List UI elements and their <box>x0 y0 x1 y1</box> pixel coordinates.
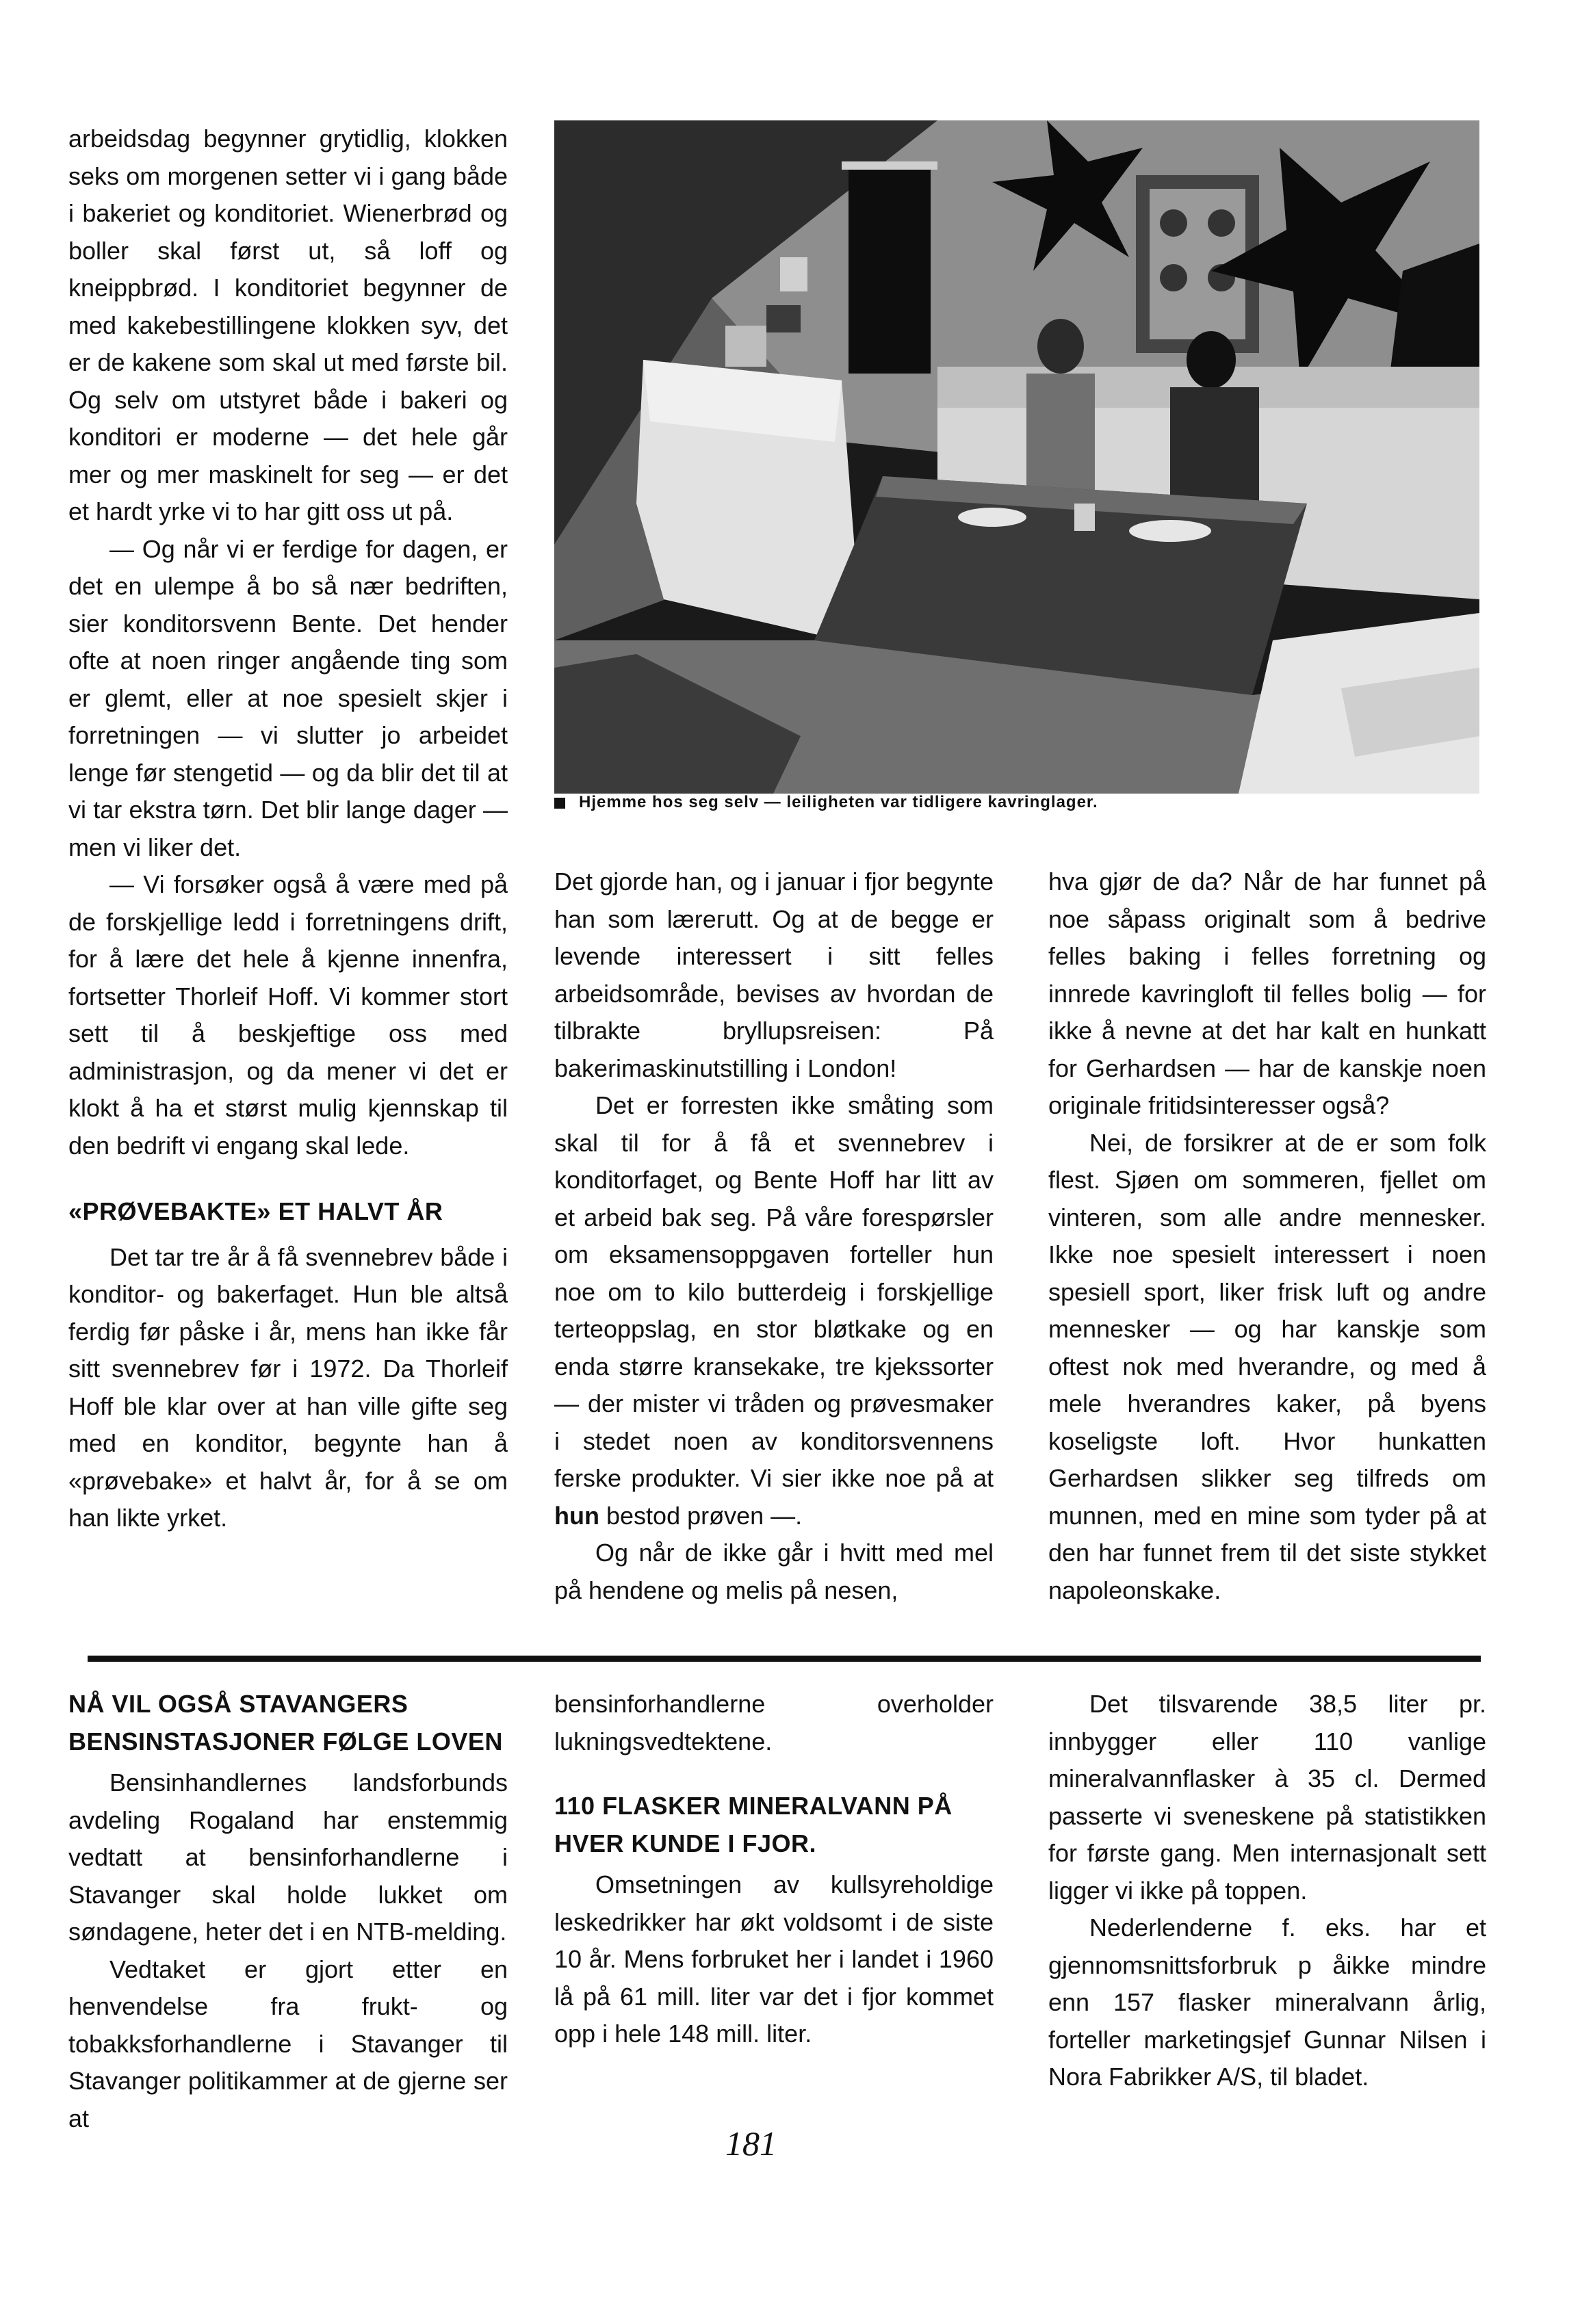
article-paragraph: — Og når vi er ferdige for dagen, er det en ulempe å bo så nær bedriften, sier konditorsvenn Bente. Det hender ofte at noen ringer angående ting som er glemt, eller at noe spesielt skjer i forretningen — vi slutter jo arbeidet lenge før stengetid — og da blir det til at vi tar ekstra tørn. Det blir lange dager — men vi liker det. <box>68 534 508 861</box>
news-paragraph: bensinforhandlerne overholder lukningsvedtektene. <box>554 1690 994 1755</box>
news-heading: NÅ VIL OGSÅ STAVANGERS BENSINSTASJONER FØLGE LOVEN <box>68 1690 503 1755</box>
photo-caption <box>554 790 1098 815</box>
article-column-1 <box>68 120 508 1537</box>
news-paragraph: Vedtaket er gjort etter en henvendelse fra frukt- og tobakksforhandlerne i Stavanger til Stavanger politikammer at de gjerne ser at <box>68 1955 508 2132</box>
article-paragraph: hva gjør de da? Når de har funnet på noe såpass originalt som å bedrive felles baking i felles forretning og innrede kavringloft til felles bolig — for ikke å nevne at det har kalt en hunkatt for Gerhardsen — har de kanskje noen originale fritidsinteresser også? <box>1048 867 1486 1119</box>
article-paragraph: Det tar tre år å få svennebrev både i konditor- og bakerfaget. Hun ble altså ferdig før påske i år, mens han ikke får sitt svennebrev før i 1972. Da Thorleif Hoff ble klar over at han ville gifte seg med en konditor, begynte han å «prøvebake» et halvt år, for å se om han likte yrket. <box>68 1242 508 1532</box>
article-column-2 <box>554 863 994 1609</box>
news-column-1 <box>68 1686 508 2137</box>
caption-bullet <box>554 798 565 809</box>
article-paragraph: Det gjorde han, og i januar i fjor begynte han som lærегutt. Og at de begge er levende interessert i sitt felles arbeidsområde, bevises av hvordan de tilbrakte bryllupsreisen: På bakerimaskinutstilling i London! <box>554 867 994 1082</box>
section-divider <box>88 1656 1481 1662</box>
news-column-3 <box>1048 1686 1486 2096</box>
living-room-photo <box>554 120 1479 794</box>
article-column-3 <box>1048 863 1486 1609</box>
article-paragraph <box>554 1087 994 1535</box>
news-heading: 110 FLASKER MINERALVANN PÅ HVER KUNDE I FJOR. <box>554 1792 953 1857</box>
news-paragraph: Bensinhandlernes landsforbunds avdeling Rogaland har enstemmig vedtatt at bensinforhandlerne i Stavanger skal holde lukket om søndagene, heter det i en NTB-melding. <box>68 1768 508 1946</box>
news-paragraph: Nederlenderne f. eks. har et gjennomsnittsforbruk p åikke mindre enn 157 flasker mineralvann årlig, forteller marketingsjef Gunnar Nilsen i Nora Fabrikker A/S, til bladet. <box>1048 1914 1486 2091</box>
article-text: bestod prøven —. <box>606 1501 803 1530</box>
article-paragraph: arbeidsdag begynner grytidlig, klokken seks om morgenen setter vi i gang både i bakeriet og konditoriet. Wienerbrød og boller skal først ut, så loff og kneippbrød. I konditoriet begynner de med kakebestillingene klokken syv, det er de kakene som skal ut med første bil. Og selv om utstyret både i bakeri og konditori er moderne — det hele går mer og mer maskinelt for seg — er det et hardt yrke vi to har gitt oss ut på. <box>68 125 508 525</box>
article-paragraph: Nei, de forsikrer at de er som folk flest. Sjøen om sommeren, fjellet om vinteren, som alle andre mennesker. Ikke noe spesielt interessert i noen spesiell sport, liker frisk luft og andre mennesker — og har kanskje som oftest nok med hverandre, og med å mele hverandres kaker, på byens koseligste loft. Hvor hunkatten Gerhardsen slikker seg tilfreds om munnen, med en mine som tyder på at den har funnet frem til det siste stykket napoleonskake. <box>1048 1128 1486 1604</box>
section-heading: «PRØVEBAKTE» ET HALVT ÅR <box>68 1197 443 1225</box>
photo-caption-text: Hjemme hos seg selv — leiligheten var tidligere kavringlager. <box>579 793 1098 811</box>
article-paragraph: Og når de ikke går i hvitt med mel på hendene og melis på nesen, <box>554 1539 994 1604</box>
emphasis-word: hun <box>554 1501 599 1530</box>
article-paragraph: — Vi forsøker også å være med på de forskjellige ledd i forretningens drift, for å lære det hele å kjenne innenfra, fortsetter Thorleif Hoff. Vi kommer stort sett til å beskjeftige oss med administrasjon, og da mener vi det er klokt å ha et størst mulig kjennskap til den bedrift vi engang skal lede. <box>68 870 508 1160</box>
page-number: 181 <box>725 2124 777 2163</box>
article-text: Det er forresten ikke småting som skal til for å få et svennebrev i konditorfaget, og Bente Hoff har litt av et arbeid bak seg. På våre forespørsler om eksamensoppgaven forteller hun noe om to kilo butterdeig i forskjellige terteoppslag, en stor bløtkake og en enda større kransekake, tre kjekssorter — der mister vi tråden og prøvesmaker i stedet noen av konditorsvennens ferske produkter. Vi sier ikke noe på at <box>554 1091 994 1492</box>
news-paragraph: Det tilsvarende 38,5 liter pr. innbygger eller 110 vanlige mineralvannflasker à 35 cl. Dermed passerte vi sveneskene på statistikken for første gang. Men internasjonalt sett ligger vi ikke på toppen. <box>1048 1690 1486 1905</box>
news-paragraph: Omsetningen av kullsyreholdige leskedrikker har økt voldsomt i de siste 10 år. Mens forbruket her i landet i 1960 lå på 61 mill. liter var det i fjor kommet opp i hele 148 mill. liter. <box>554 1870 994 2048</box>
news-column-2 <box>554 1686 994 2053</box>
